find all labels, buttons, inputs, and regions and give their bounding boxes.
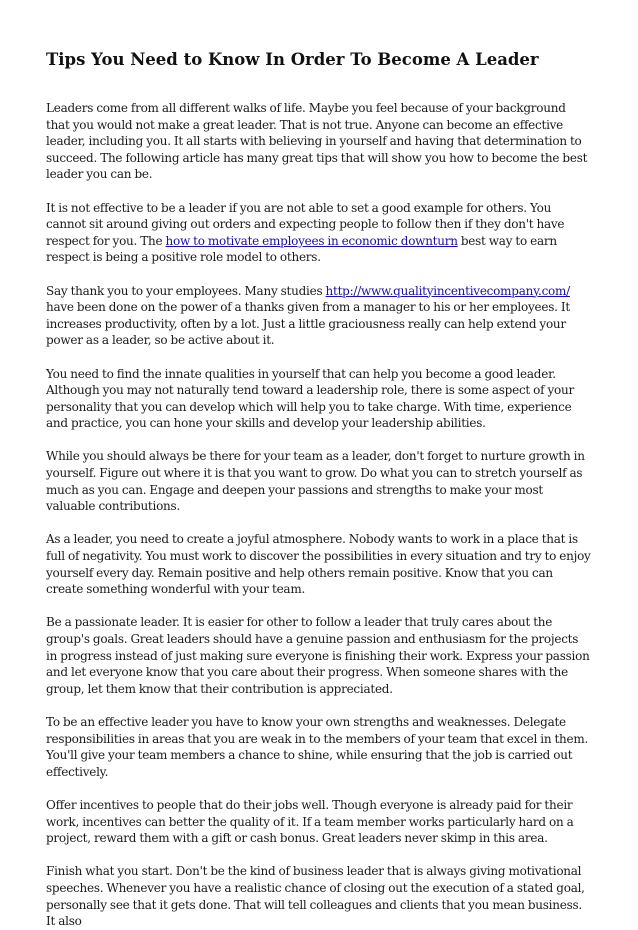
paragraph: Be a passionate leader. It is easier for other to follow a leader that truly cares about the group's goals. Great leaders should have a genuine passion and enthusiasm for the projects in progress instead of just making sure everyone is finishing their work. Express your passion and let everyone know that you care about their progress. When someone shares with the group, let them know that their contribution is appreciated.: [46, 615, 590, 696]
paragraph-text: best way to earn respect is being a positive role model to others.: [46, 233, 557, 265]
paragraph: Finish what you start. Don't be the kind of business leader that is always giving motivational speeches. Whenever you have a realistic chance of closing out the execution of a stated goal, personally see that it gets done. That will tell colleagues and clients that you mean business. It also: [46, 864, 585, 929]
paragraph: To be an effective leader you have to know your own strengths and weaknesses. Delegate responsibilities in areas that you are weak in to the members of your team that excel in them. You'll give your team members a chance to shine, while ensuring that the job is carried out effectively.: [46, 714, 589, 779]
motivate-employees-link[interactable]: how to motivate employees in economic downturn: [165, 233, 458, 248]
paragraph: Leaders come from all different walks of life. Maybe you feel because of your background that you would not make a great leader. That is not true. Anyone can become an effective leader, including you. It all starts with believing in yourself and having that determination to succeed. The following article has many great tips that will show you how to become the best leader you can be.: [46, 101, 588, 182]
paragraph: [46, 200, 592, 266]
page-title: Tips You Need to Know In Order To Become A Leader: [46, 50, 539, 69]
quality-incentive-link[interactable]: http://www.qualityincentivecompany.com/: [325, 283, 570, 298]
paragraph: [46, 283, 592, 349]
paragraph: Offer incentives to people that do their jobs well. Though everyone is already paid for their work, incentives can better the quality of it. If a team member works particularly hard on a project, reward them with a gift or cash bonus. Great leaders never skimp in this area.: [46, 797, 574, 846]
paragraph-text: have been done on the power of a thanks given from a manager to his or her employees. It increases productivity, often by a lot. Just a little graciousness really can help extend your power as a leader, so be active about it.: [46, 300, 570, 348]
paragraph: While you should always be there for your team as a leader, don't forget to nurture growth in yourself. Figure out where it is that you want to grow. Do what you can to stretch yourself as much as you can. Engage and deepen your passions and strengths to make your most valuable contributions.: [46, 449, 585, 514]
paragraph-text: Say thank you to your employees. Many studies: [46, 283, 326, 298]
paragraph: You need to find the innate qualities in yourself that can help you become a good leader. Although you may not naturally tend toward a leadership role, there is some aspect of your personality that you can develop which will help you to take charge. With time, experience and practice, you can hone your skills and develop your leadership abilities.: [46, 366, 574, 431]
paragraph-text: It is not effective to be a leader if you are not able to set a good example for others. You cannot sit around giving out orders and expecting people to follow then if they don't have respect for you. The: [46, 200, 565, 248]
paragraph: As a leader, you need to create a joyful atmosphere. Nobody wants to work in a place that is full of negativity. You must work to discover the possibilities in every situation and try to enjoy yourself every day. Remain positive and help others remain positive. Know that you can create something wonderful with your team.: [46, 532, 591, 597]
